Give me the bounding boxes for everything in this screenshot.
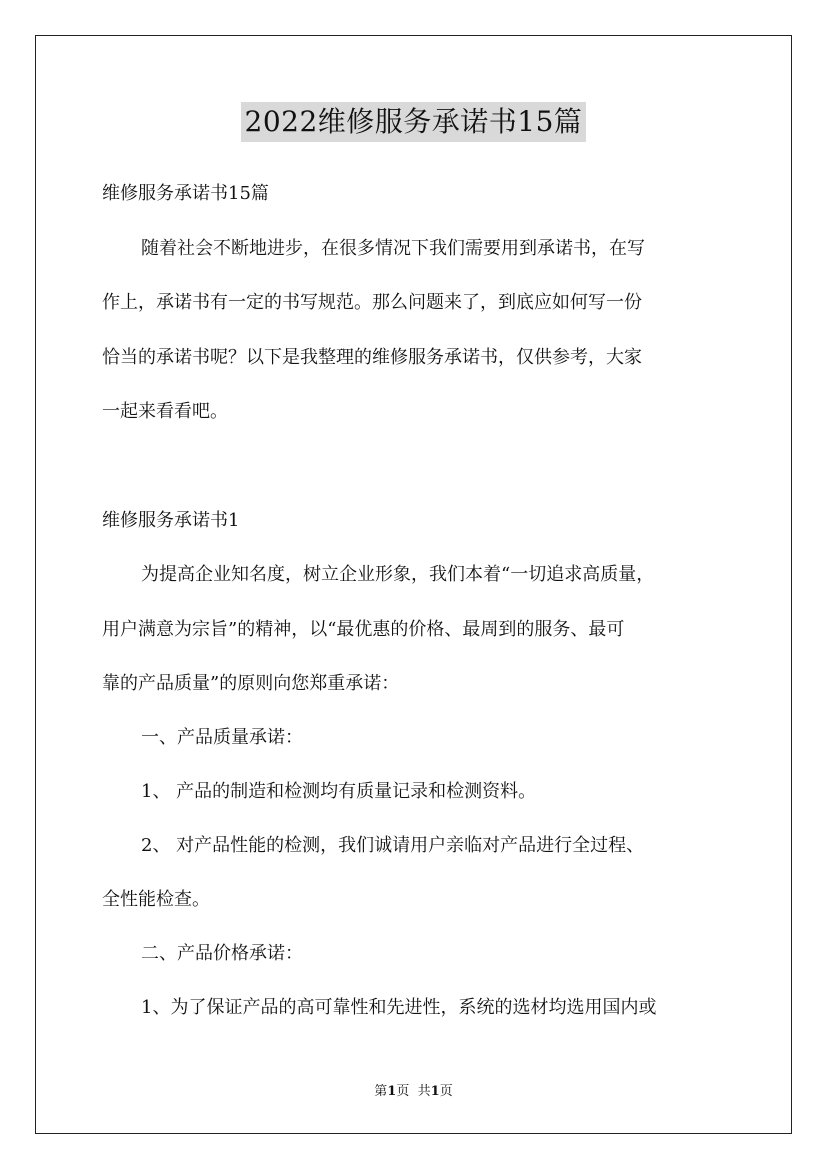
- paragraph-line: 用户满意为宗旨”的精神，以“最优惠的价格、最周到的服务、最可: [102, 619, 625, 640]
- footer-total-suffix: 页: [439, 1084, 453, 1099]
- document-title-text: 2022维修服务承诺书15篇: [241, 102, 587, 142]
- paragraph-line: 随着社会不断地进步，在很多情况下我们需要用到承诺书，在写: [141, 238, 645, 259]
- paragraph-line: 为提高企业知名度，树立企业形象，我们本着“一切追求高质量，: [141, 564, 655, 585]
- footer-page-suffix: 页: [396, 1084, 410, 1099]
- document-title: [0, 101, 827, 142]
- subheading-price: 二、产品价格承诺：: [141, 943, 303, 964]
- paragraph-line: 全性能检查。: [102, 889, 210, 910]
- footer-total-prefix: 共: [417, 1084, 431, 1099]
- section-heading-1: 维修服务承诺书1: [102, 510, 240, 531]
- paragraph-line: 靠的产品质量”的原则向您郑重承诺：: [102, 673, 400, 694]
- footer-page-number: 1: [387, 1084, 397, 1099]
- list-item: 1、为了保证产品的高可靠性和先进性，系统的选材均选用国内或: [141, 997, 657, 1018]
- footer-total-number: 1: [430, 1084, 440, 1099]
- paragraph-line: 作上，承诺书有一定的书写规范。那么问题来了，到底应如何写一份: [102, 292, 642, 313]
- paragraph-line: 一起来看看吧。: [102, 401, 228, 422]
- list-item: 2、 对产品性能的检测，我们诚请用户亲临对产品进行全过程、: [141, 835, 645, 856]
- section-heading-intro: 维修服务承诺书15篇: [102, 183, 269, 204]
- subheading-quality: 一、产品质量承诺：: [141, 727, 303, 748]
- list-item: 1、 产品的制造和检测均有质量记录和检测资料。: [141, 781, 537, 802]
- page-footer: [0, 1083, 827, 1101]
- footer-page-prefix: 第: [374, 1084, 388, 1099]
- paragraph-line: 恰当的承诺书呢？以下是我整理的维修服务承诺书，仅供参考，大家: [102, 347, 642, 368]
